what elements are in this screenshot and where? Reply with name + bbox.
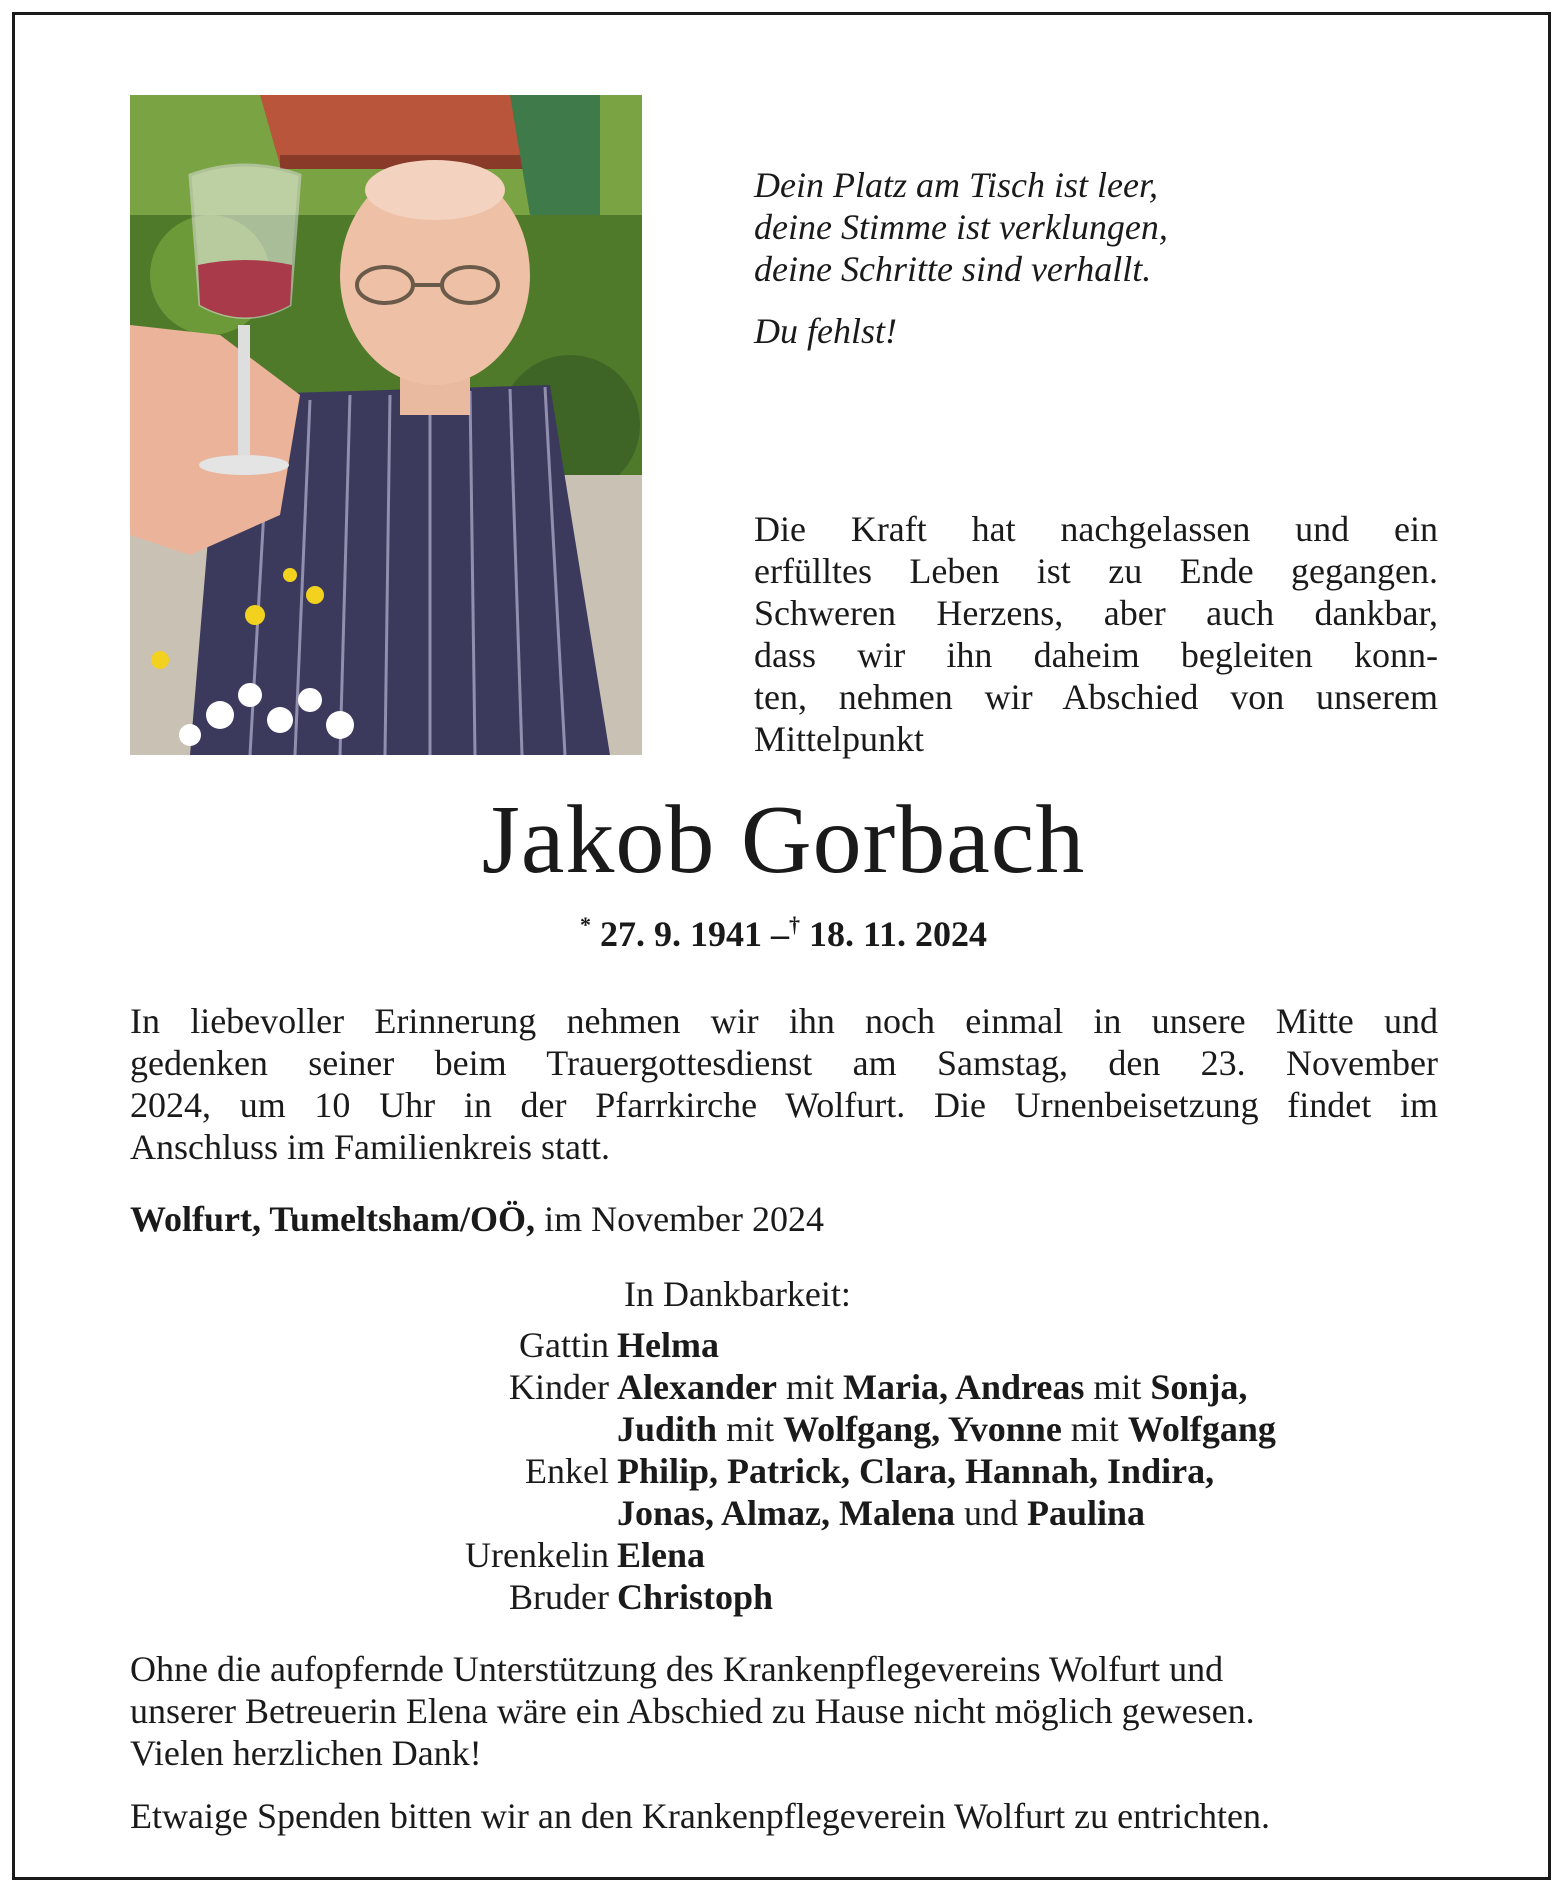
family-row: [300, 1576, 1440, 1618]
birth-mark: *: [579, 912, 591, 937]
memory-line: In liebevoller Erinnerung nehmen wir ihn noch einmal in unsere Mitte und: [130, 1001, 1438, 1041]
connector-word: mit: [785, 1367, 834, 1407]
family-name: Helma: [617, 1325, 719, 1365]
intro-paragraph: [754, 508, 1438, 760]
connector-word: und: [964, 1493, 1018, 1533]
support-line: Ohne die aufopfernde Unterstützung des Krankenpflegevereins Wolfurt und: [130, 1649, 1224, 1689]
memory-line: 2024, um 10 Uhr in der Pfarrkirche Wolfurt. Die Urnenbeisetzung findet im: [130, 1085, 1438, 1125]
memory-line: gedenken seiner beim Trauergottesdienst am Samstag, den 23. November: [130, 1043, 1438, 1083]
family-name: Wolfgang: [1127, 1409, 1276, 1449]
relation-label: Urenkelin: [465, 1535, 609, 1575]
family-row: [300, 1450, 1440, 1492]
life-dates: [0, 912, 1567, 955]
family-name: Elena: [617, 1535, 706, 1575]
death-date: 18. 11. 2024: [808, 914, 987, 954]
intro-line: Schweren Herzens, aber auch dankbar,: [754, 593, 1438, 633]
support-line: unserer Betreuerin Elena wäre ein Abschied zu Hause nicht möglich gewesen.: [130, 1691, 1255, 1731]
memorial-verse: [754, 164, 1168, 352]
relation-label: Bruder: [509, 1577, 609, 1617]
memory-line: Anschluss im Familienkreis statt.: [130, 1127, 610, 1167]
family-list: [300, 1324, 1440, 1618]
family-name: Jonas, Almaz, Malena: [617, 1493, 955, 1533]
intro-line: dass wir ihn daheim begleiten konn-: [754, 635, 1438, 675]
place-date-line: [130, 1198, 1438, 1240]
family-name: Maria, Andreas: [843, 1367, 1085, 1407]
relation-label: Kinder: [509, 1367, 609, 1407]
family-name: Judith: [617, 1409, 718, 1449]
family-name: Sonja,: [1150, 1367, 1248, 1407]
relation-label: Enkel: [525, 1451, 609, 1491]
verse-line: deine Stimme ist verklungen,: [754, 207, 1168, 247]
verse-line: Dein Platz am Tisch ist leer,: [754, 165, 1158, 205]
connector-word: mit: [1093, 1367, 1142, 1407]
memorial-paragraph: [130, 1000, 1438, 1168]
relation-label: Gattin: [519, 1325, 609, 1365]
intro-line: ten, nehmen wir Abschied von unserem: [754, 677, 1438, 717]
verse-line: Du fehlst!: [754, 311, 897, 351]
support-line: Vielen herzlichen Dank!: [130, 1733, 482, 1773]
portrait-image: [130, 95, 642, 755]
month-year: im November 2024: [544, 1199, 825, 1239]
family-name: Wolfgang, Yvonne: [783, 1409, 1062, 1449]
portrait-photo: [130, 95, 642, 755]
date-dash: –: [770, 914, 789, 954]
birth-date: 27. 9. 1941: [599, 914, 762, 954]
death-mark: †: [788, 912, 800, 937]
family-row: [300, 1534, 1440, 1576]
thanks-heading: In Dankbarkeit:: [624, 1274, 851, 1314]
donation-note: Etwaige Spenden bitten wir an den Krankenpflegeverein Wolfurt zu entrichten.: [130, 1796, 1271, 1836]
family-name: Alexander: [617, 1367, 777, 1407]
place-names: Wolfurt, Tumeltsham/OÖ,: [130, 1199, 536, 1239]
family-row: [300, 1324, 1440, 1366]
connector-word: mit: [1070, 1409, 1119, 1449]
verse-line: deine Schritte sind verhallt.: [754, 249, 1152, 289]
family-row: [300, 1492, 1440, 1534]
family-row: [300, 1408, 1440, 1450]
family-name: Philip, Patrick, Clara, Hannah, Indira,: [617, 1451, 1215, 1491]
family-row: [300, 1366, 1440, 1408]
connector-word: mit: [726, 1409, 775, 1449]
intro-line: Mittelpunkt: [754, 719, 924, 759]
deceased-name: Jakob Gorbach: [481, 786, 1086, 894]
intro-line: Die Kraft hat nachgelassen und ein: [754, 509, 1438, 549]
family-name: Paulina: [1027, 1493, 1146, 1533]
support-thanks-paragraph: [130, 1648, 1438, 1774]
family-name: Christoph: [617, 1577, 774, 1617]
intro-line: erfülltes Leben ist zu Ende gegangen.: [754, 551, 1438, 591]
